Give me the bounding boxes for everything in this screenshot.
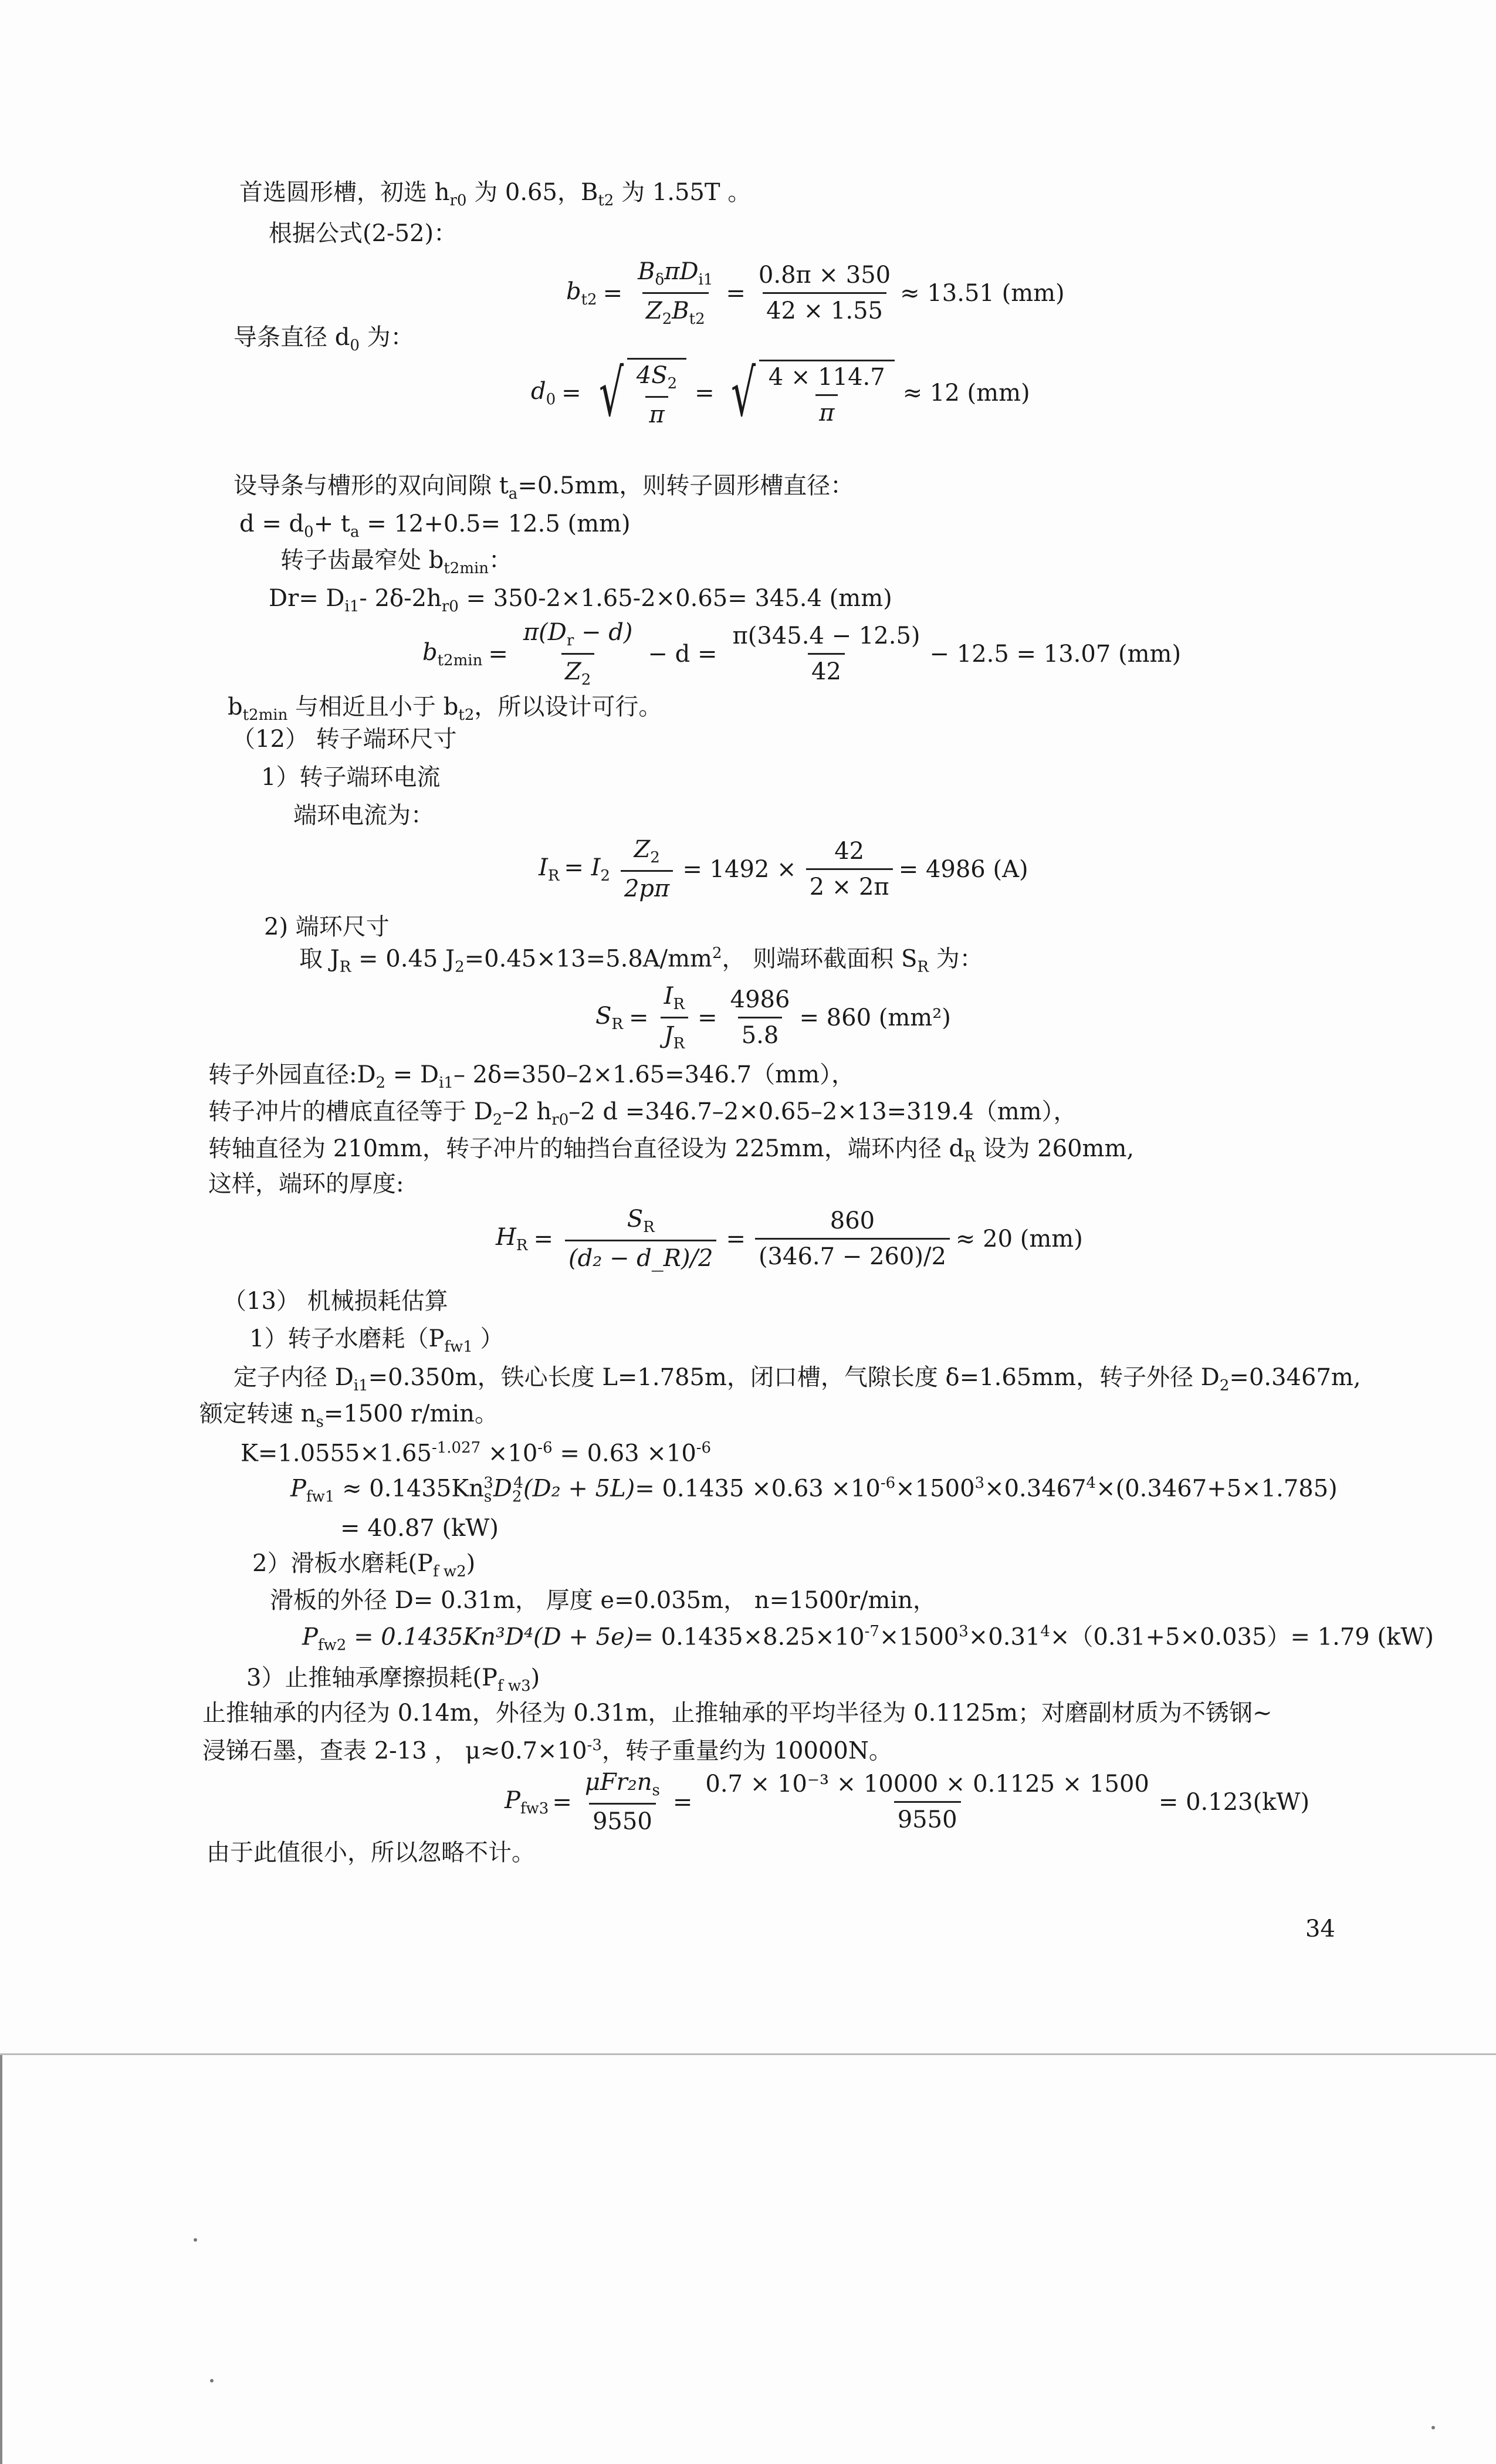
subheading-end-ring-size: 2) 端环尺寸: [264, 913, 390, 940]
subheading-thrust-bearing-loss: 3）止推轴承摩擦损耗$(P_{f w3})$: [246, 1664, 540, 1695]
text-line-current-density: 取 $J_R = 0.45$ $J_2=0.45\times 13=5.8A/mm^2$， 则端环截面积 $S_R$ 为：: [299, 945, 983, 976]
text-line-slot-choice: [239, 181, 751, 208]
equation-hr: $H_R$ = $\frac{S_R}{\text{(d₂ − d\_R)/2}}$ = $\frac{860}{(346.7 - 260)/2}$ ≈ 20 (mm): [496, 1206, 1083, 1272]
sqrt: √ $\frac{4 \times 114.7}{\pi}$: [723, 360, 895, 427]
text-line-stator-params: 定子内径 $D_{i1}=0.350m$，铁心长度 L=1.785m，闭口槽，气隙长度 δ=1.65mm，转子外径 $D_2=0.3467m$,: [233, 1364, 1361, 1395]
equation-pfw2: $P_{fw2} = 0.1435Kn^3D^4(D + 5e)= 0.1435\times 8.25\times 10^{-7}\times 1500^3\times 0.31^4\times(0.31+5\times 0.035)= 1.79$ (kW): [302, 1623, 1434, 1654]
text-line-feasible: $b_{t2min}$ 与相近且小于 $b_{t2}$，所以设计可行。: [228, 693, 662, 724]
equation-ir: $I_R$ = $I_2$ $\frac{Z_2}{2p\pi}$ = 1492 × $\frac{42}{2 \times 2\pi}$ = 4986 (A): [539, 836, 1028, 902]
equation-d0: $d_0$ = √ $\frac{4S_2}{\pi}$ = √ $\frac{4 \times 114.7}{\pi}$ ≈ 12 (mm): [531, 356, 1030, 431]
text: 首选圆形槽，初选 h: [239, 179, 450, 206]
text-line-tooth-narrowest: 转子齿最窄处 $b_{t2min}$：: [280, 547, 513, 577]
sqrt: √ $\frac{4S_2}{\pi}$: [591, 358, 687, 428]
subscript: t2: [598, 192, 614, 209]
text-line-formula-ref: [269, 222, 457, 245]
text-line-pfw1-result: = 40.87 (kW): [340, 1515, 499, 1542]
eq-lhs: $b_{t2}$: [566, 277, 597, 309]
scan-speck: [1431, 2426, 1435, 2429]
section-heading-13: （13） 机械损耗估算: [223, 1288, 448, 1315]
text: 为 1.55T 。: [614, 179, 752, 206]
text-line-material: 浸锑石墨，查表 2-13 ， $\mu\approx 0.7\times 10^{-3}$，转子重量约为 10000N。: [202, 1737, 892, 1765]
subheading-end-ring-current: 1）转子端环电流: [261, 764, 441, 791]
eq-result: ≈ 13.51 (mm): [900, 279, 1065, 307]
text-line-thickness: 这样，端环的厚度:: [208, 1170, 404, 1197]
equation-sr: $S_R$ = $\frac{I_R}{J_R}$ = $\frac{4986}{5.8}$ = 860 (mm²): [595, 983, 951, 1052]
equation-bt2: $b_{t2}$ = $\frac{B_\delta\pi D_{i1}}{Z_2B_{t2}}$ = $\frac{0.8\pi \times 350}{42 \times 1.55}$ ≈ 13.51 (mm): [566, 258, 1065, 328]
scan-speck: [194, 2238, 197, 2242]
text-line-rotor-od: 转子外园直径$:D_2 = D_{i1}-$ 2δ=350–2×1.65=346.7（mm），: [208, 1061, 855, 1092]
equation-bt2min: $b_{t2min}$ = $\frac{\pi(D_r - d)}{Z_2}$ − d = $\frac{\pi(345.4 - 12.5)}{42}$ − 12.5 = 13.07 (mm): [422, 619, 1182, 689]
text-line-shaft: 转轴直径为 210mm，转子冲片的轴挡台直径设为 225mm，端环内径 $d_R$ 设为 260mm,: [208, 1135, 1135, 1166]
subheading-rotor-water-loss: 1）转子水磨耗（$P_{fw1}$ ）: [249, 1325, 504, 1356]
fraction: $\frac{0.8\pi \times 350}{42 \times 1.55}$: [758, 262, 891, 324]
text-line-slot-diameter: $d = d_0+ t_a = 12+0.5= 12.5$ (mm): [239, 510, 631, 541]
text: 根据公式(2-52)：: [269, 220, 458, 247]
fraction: $\frac{B_\delta\pi D_{i1}}{Z_2B_{t2}}$: [638, 258, 713, 328]
text-line-thrust-bearing: 止推轴承的内径为 0.14m，外径为 0.31m，止推轴承的平均半径为 0.1125m；对磨副材质为不锈钢~: [202, 1700, 1272, 1727]
equation-pfw3: $P_{fw3}$ = $\frac{\mu Fr_2n_s}{9550}$ = $\frac{\text{0.7 × 10⁻³ × 10000 × 0.1125 × 1500}}{9550}$ = 0.123(kW): [505, 1769, 1310, 1835]
text-line-bar-diameter: 导条直径 $d_0$ 为：: [233, 324, 414, 354]
text-line-slide-params: 滑板的外径 D= 0.31m， 厚度 e=0.035m， n=1500r/min，: [270, 1587, 936, 1614]
text-line-slot-bottom: 转子冲片的槽底直径等于 $D_2-2$ $h_{r0}-2$ d =346.7–2×0.65–2×13=319.4（mm），: [208, 1098, 1077, 1129]
page-edge: [0, 2055, 2, 2464]
page-number: 34: [1305, 1915, 1335, 1942]
subheading-slide-water-loss: 2）滑板水磨耗$(P_{f w2})$: [252, 1550, 476, 1580]
equation-pfw1: $P_{fw1} \approx 0.1435Kn_s^3D_2^4(D_2 + 5L)= 0.1435 \times 0.63 \times 10^{-6}\times 1500^3\times 0.3467^4\times(0.3467+5\times 1.785)$: [290, 1474, 1338, 1506]
text-line-rated-speed: 额定转速 $n_s=1500$ r/min。: [199, 1400, 498, 1431]
scan-speck: [210, 2379, 214, 2382]
section-heading-12: （12） 转子端环尺寸: [232, 726, 457, 753]
text-line-dr: $Dr= D_{i1}-$ $2\delta-2h_{r0} = 350-2\times 1.65-2\times 0.65= 345.4$ (mm): [269, 585, 892, 615]
text: 为 0.65，B: [466, 179, 598, 206]
page-separator: [0, 2053, 1496, 2055]
text-line-k: $K=1.0555\times 1.65^{-1.027} \times 10^{-6} = 0.63 \times 10^{-6}$: [241, 1439, 712, 1467]
text-line-end-ring-current: 端环电流为：: [293, 802, 434, 829]
text-line-clearance: 设导条与槽形的双向间隙 $t_a=0.5mm$，则转子圆形槽直径：: [233, 472, 854, 503]
subscript: r0: [449, 192, 467, 209]
text-line-conclusion: 由于此值很小，所以忽略不计。: [207, 1839, 535, 1866]
